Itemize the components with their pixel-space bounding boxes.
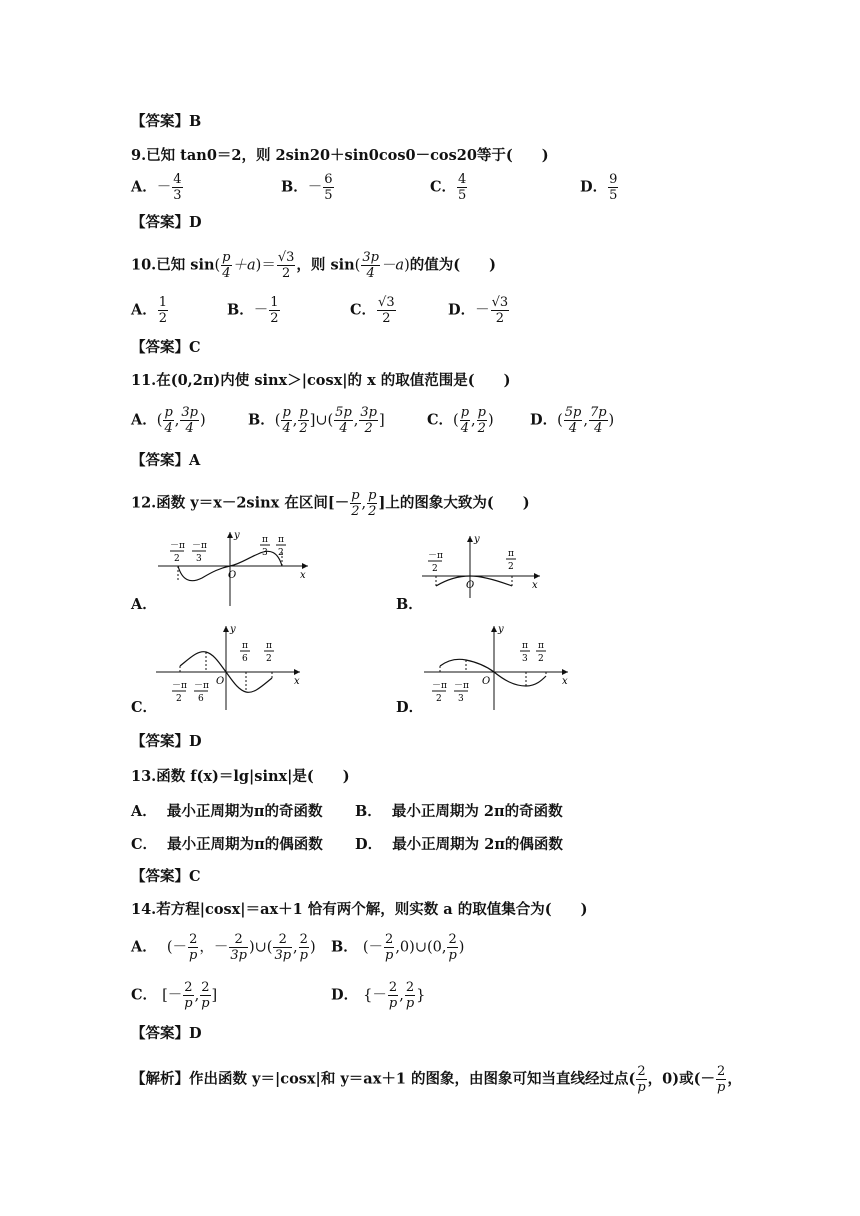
svg-text:π: π <box>538 641 544 651</box>
svg-text:－π: －π <box>432 681 447 691</box>
q11-option-d: D．( $\frac{5p}{4}$ , $\frac{7p}{4}$ ) <box>530 405 615 436</box>
svg-text:2: 2 <box>432 564 438 574</box>
svg-text:－π: －π <box>192 541 207 551</box>
q11-option-a: A．( $\frac{p}{4}$ , $\frac{3p}{4}$ ) <box>131 405 206 436</box>
answer-10: 【答案】C <box>131 339 201 356</box>
svg-text:O: O <box>216 676 225 687</box>
svg-text:2: 2 <box>176 694 182 704</box>
svg-text:O: O <box>466 580 475 591</box>
answer-9: 【答案】D <box>131 214 202 231</box>
question-11-stem: 11.在(0,2π)内使 sinx＞|cosx|的 x 的取值范围是( ) <box>131 372 511 389</box>
svg-text:y: y <box>230 624 236 635</box>
question-9-stem: 9.已知 tan0＝2，则 2sin20＋sin0cos0－cos20等于( ) <box>131 147 549 164</box>
q13-option-b: B． 最小正周期为 2π的奇函数 <box>355 803 563 820</box>
q10-option-b: B．－ $\frac{1}{2}$ <box>227 295 279 326</box>
svg-text:－π: －π <box>172 681 187 691</box>
q10-option-a: A． $\frac{1}{2}$ <box>131 295 168 326</box>
graph-a-origin: O <box>228 570 237 581</box>
q12-option-d-label: D． <box>396 699 424 716</box>
q14-option-d: D． {－ $\frac{2}{p}$ , $\frac{2}{p}$ } <box>331 980 426 1011</box>
svg-text:x: x <box>562 676 568 687</box>
q13-option-d: D． 最小正周期为 2π的偶函数 <box>355 836 563 853</box>
answer-14: 【答案】D <box>131 1025 202 1042</box>
answer-12: 【答案】D <box>131 733 202 750</box>
q14-option-b: B． (－ $\frac{2}{p}$ ,0)∪(0, $\frac{2}{p}$ ) <box>331 932 465 963</box>
svg-text:－π: －π <box>428 551 443 561</box>
q10-option-c: C． $\frac{√3}{2}$ <box>350 295 395 326</box>
q9-option-a: A．－ $\frac{4}{3}$ <box>131 172 182 203</box>
q12-option-c-label: C． <box>131 699 158 716</box>
svg-text:x: x <box>300 570 306 581</box>
svg-text:6: 6 <box>198 694 204 704</box>
q12-graph-b <box>418 532 548 606</box>
svg-text:y: y <box>474 534 480 545</box>
svg-text:2: 2 <box>436 694 442 704</box>
q12-graph-d <box>418 622 578 716</box>
svg-text:π: π <box>522 641 528 651</box>
q12-graph-c <box>150 622 310 716</box>
q12-option-a-label: A． <box>131 596 157 613</box>
q9-option-b: B．－ $\frac{6}{5}$ <box>281 172 333 203</box>
q10-option-d: D．－ $\frac{√3}{2}$ <box>448 295 509 326</box>
svg-text:π: π <box>508 549 514 559</box>
svg-text:3: 3 <box>196 554 202 564</box>
analysis-text: 【解析】作出函数 y＝|cosx|和 y＝ax＋1 的图象，由图象可知当直线经过点( $\frac{2}{p}$ ，0)或(－ $\frac{2}{p}$ ， <box>131 1064 742 1095</box>
svg-text:2: 2 <box>266 654 272 664</box>
q12-option-b-label: B． <box>396 596 423 613</box>
svg-text:－π: －π <box>170 541 185 551</box>
svg-text:2: 2 <box>174 554 180 564</box>
answer-11: 【答案】A <box>131 452 201 469</box>
svg-text:π: π <box>278 535 284 545</box>
answer-13: 【答案】C <box>131 868 201 885</box>
svg-text:y: y <box>234 530 240 541</box>
svg-text:－π: －π <box>454 681 469 691</box>
svg-text:π: π <box>262 535 268 545</box>
svg-text:2: 2 <box>278 548 284 558</box>
svg-text:3: 3 <box>262 548 268 558</box>
svg-text:x: x <box>532 580 538 591</box>
question-14-stem: 14.若方程|cosx|＝ax＋1 恰有两个解，则实数 a 的取值集合为( ) <box>131 901 588 918</box>
q14-option-a: A． (－ $\frac{2}{p}$ ，－ $\frac{2}{3p}$ )∪( $\frac{2}{3p}$ , $\frac{2}{p}$ ) <box>131 932 316 963</box>
svg-text:2: 2 <box>538 654 544 664</box>
q12-graph-a <box>150 528 320 612</box>
svg-text:π: π <box>266 641 272 651</box>
question-13-stem: 13.函数 f(x)＝lg|sinx|是( ) <box>131 768 350 785</box>
svg-text:2: 2 <box>508 562 514 572</box>
q13-option-a: A． 最小正周期为π的奇函数 <box>131 803 323 820</box>
q14-option-c: C． [－ $\frac{2}{p}$ , $\frac{2}{p}$ ] <box>131 980 218 1011</box>
svg-text:x: x <box>294 676 300 687</box>
svg-text:6: 6 <box>242 654 248 664</box>
q9-option-c: C． $\frac{4}{5}$ <box>430 172 467 203</box>
svg-text:y: y <box>498 624 504 635</box>
svg-text:－π: －π <box>194 681 209 691</box>
q13-option-c: C． 最小正周期为π的偶函数 <box>131 836 323 853</box>
q11-option-b: B．( $\frac{p}{4}$ , $\frac{p}{2}$ ]∪( $\frac{5p}{4}$ , $\frac{3p}{2}$ ] <box>248 405 385 436</box>
q9-option-d: D． $\frac{9}{5}$ <box>580 172 618 203</box>
answer-8: 【答案】B <box>131 113 202 130</box>
svg-text:O: O <box>482 676 491 687</box>
svg-text:3: 3 <box>522 654 528 664</box>
question-12-stem: 12.函数 y＝x－2sinx 在区间[－ $\frac{p}{2}$ , $\frac{p}{2}$ ]上的图象大致为( ) <box>131 488 530 519</box>
svg-text:3: 3 <box>458 694 464 704</box>
svg-text:π: π <box>242 641 248 651</box>
q11-option-c: C．( $\frac{p}{4}$ , $\frac{p}{2}$ ) <box>427 405 494 436</box>
question-10-stem: 10.已知 sin( $\frac{p}{4}$ ＋a)＝ $\frac{√3}{2}$ ，则 sin( $\frac{3p}{4}$ －a)的值为( ) <box>131 250 496 281</box>
